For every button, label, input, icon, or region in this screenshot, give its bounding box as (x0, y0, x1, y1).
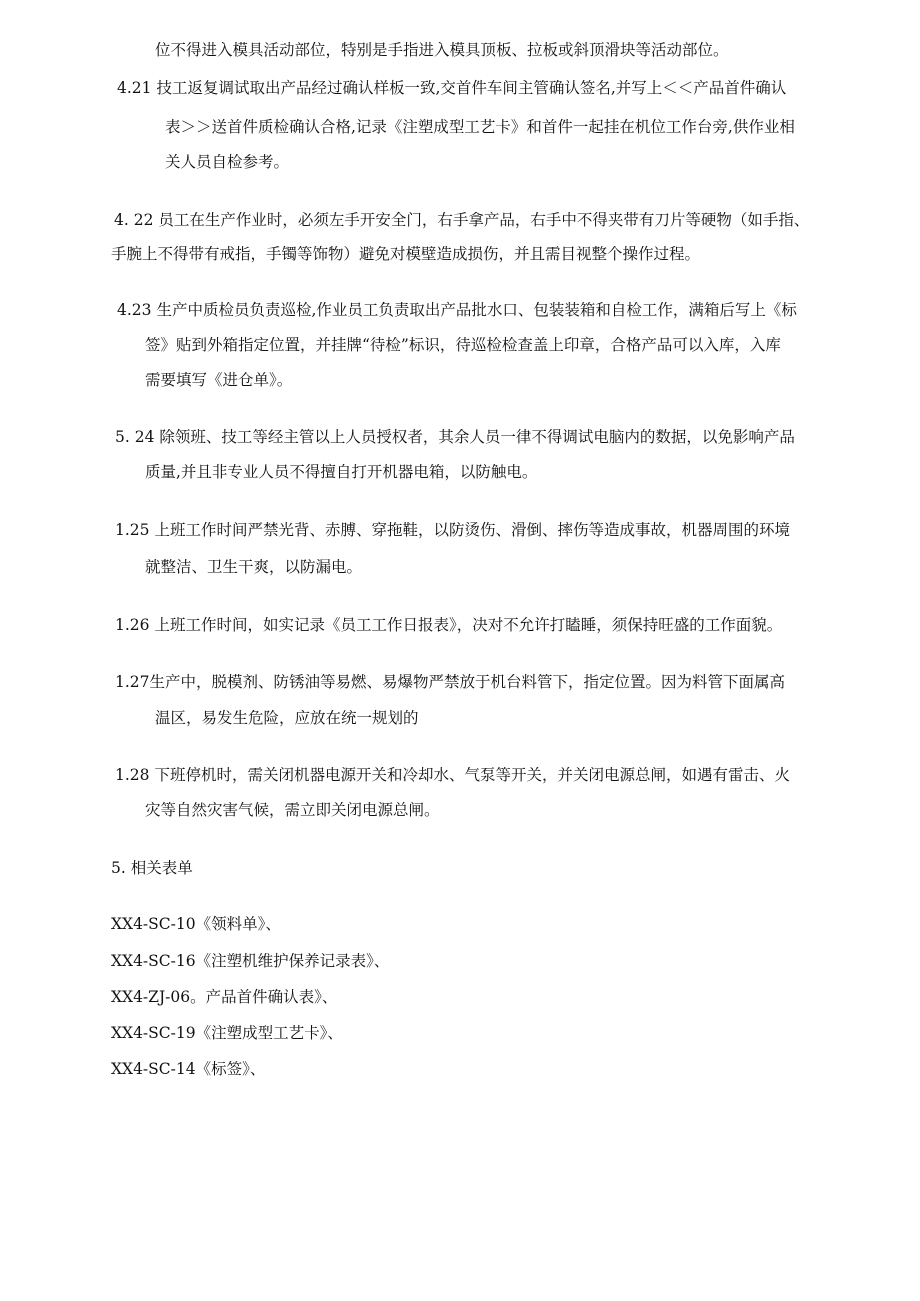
form-item-sc-19: XX4-SC-19《注塑成型工艺卡》、 (111, 1024, 343, 1042)
clause-1-25-line-1: 1.25 上班工作时间严禁光背、赤膊、穿拖鞋，以防烫伤、滑倒、摔伤等造成事故，机器周围的环境 (115, 521, 790, 539)
clause-4-20-continuation: 位不得进入模具活动部位，特别是手指进入模具顶板、拉板或斜顶滑块等活动部位。 (155, 41, 729, 59)
clause-5-24-line-1: 5. 24 除领班、技工等经主管以上人员授权者，其余人员一律不得调试电脑内的数据，以免影响产品 (115, 428, 795, 446)
clause-1-27-line-2: 温区，易发生危险，应放在统一规划的 (155, 709, 419, 727)
clause-4-21-line-1: 4.21 技工返复调试取出产品经过确认样板一致,交首件车间主管确认签名,并写上＜＜产品首件确认 (117, 79, 787, 97)
clause-1-28-line-1: 1.28 下班停机时，需关闭机器电源开关和冷却水、气泵等开关，并关闭电源总闸，如遇有雷击、火 (115, 766, 790, 784)
clause-4-21-line-2: 表＞＞送首件质检确认合格,记录《注塑成型工艺卡》和首件一起挂在机位工作台旁,供作业相 (165, 118, 795, 136)
clause-4-23-line-2: 签》贴到外箱指定位置，并挂牌“待检”标识，待巡检检查盖上印章，合格产品可以入库，入库 (145, 336, 781, 354)
section-5-heading: 5. 相关表单 (111, 859, 193, 877)
form-item-sc-10: XX4-SC-10《领料单》、 (111, 915, 281, 933)
form-item-sc-14: XX4-SC-14《标签》、 (111, 1060, 266, 1078)
clause-4-22-line-2: 手腕上不得带有戒指，手镯等饰物）避免对模壁造成损伤，并且需目视整个操作过程。 (111, 245, 701, 263)
clause-1-28-line-2: 灾等自然灾害气候，需立即关闭电源总闸。 (145, 801, 440, 819)
clause-4-22-line-1: 4. 22 员工在生产作业时，必须左手开安全门，右手拿产品，右手中不得夹带有刀片等硬物（如手指、 (114, 211, 810, 229)
form-item-sc-16: XX4-SC-16《注塑机维护保养记录表》、 (111, 952, 390, 970)
clause-1-25-line-2: 就整洁、卫生干爽，以防漏电。 (145, 558, 363, 576)
clause-1-27-line-1: 1.27生产中，脱模剂、防锈油等易燃、易爆物严禁放于机台料管下，指定位置。因为料管下面属高 (115, 673, 786, 691)
clause-4-21-line-3: 关人员自检参考。 (165, 153, 290, 171)
form-item-zj-06: XX4-ZJ-06。产品首件确认表》、 (111, 988, 338, 1006)
clause-5-24-line-2: 质量,并且非专业人员不得擅自打开机器电箱，以防触电。 (145, 463, 538, 481)
clause-4-23-line-1: 4.23 生产中质检员负责巡检,作业员工负责取出产品批水口、包装装箱和自检工作，满箱后写上《标 (117, 301, 797, 319)
clause-4-23-line-3: 需要填写《进仓单》。 (145, 371, 293, 389)
clause-1-26-line-1: 1.26 上班工作时间，如实记录《员工工作日报表》，决对不允许打瞌睡，须保持旺盛的工作面貌。 (115, 616, 783, 634)
